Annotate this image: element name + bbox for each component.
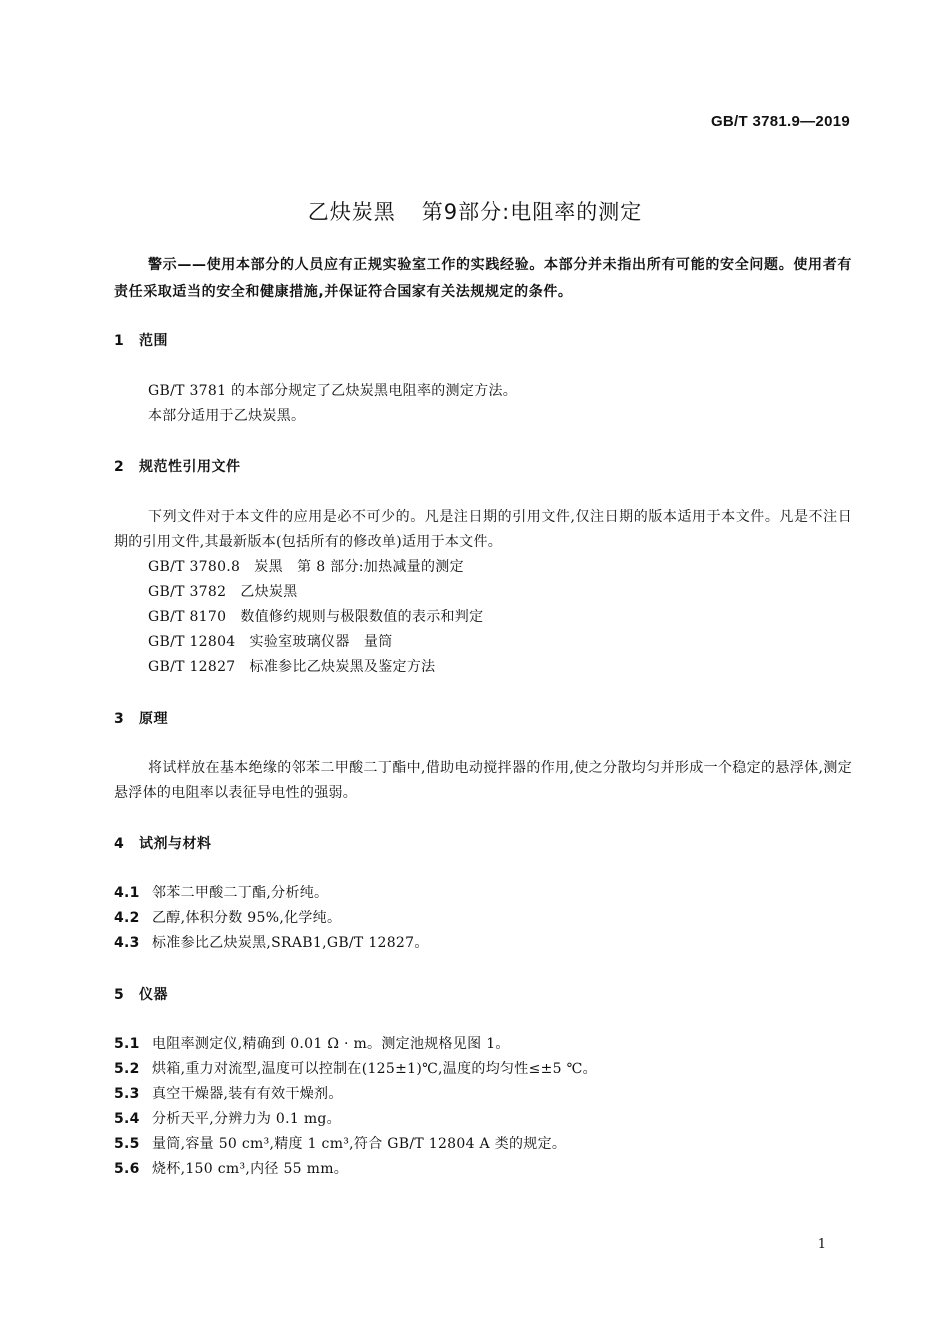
list-item bbox=[114, 1158, 348, 1178]
reference-code: GB/T 3780.8 bbox=[148, 559, 241, 575]
item-text: 烘箱,重力对流型,温度可以控制在(125±1)℃,温度的均匀性≤±5 ℃。 bbox=[152, 1061, 597, 1077]
item-text: 电阻率测定仪,精确到 0.01 Ω · m。测定池规格见图 1。 bbox=[152, 1036, 510, 1052]
reference-item bbox=[148, 581, 298, 601]
item-text: 量筒,容量 50 cm³,精度 1 cm³,符合 GB/T 12804 A 类的规定。 bbox=[152, 1136, 567, 1152]
item-number: 5.4 bbox=[114, 1111, 140, 1127]
reference-name: 炭黑 第 8 部分:加热减量的测定 bbox=[254, 559, 464, 575]
list-item bbox=[114, 1033, 510, 1053]
item-number: 4.3 bbox=[114, 935, 140, 951]
title-part2: 第9部分:电阻率的测定 bbox=[421, 200, 643, 224]
list-item bbox=[114, 932, 429, 952]
reference-code: GB/T 3782 bbox=[148, 584, 227, 600]
section-number: 4 bbox=[114, 836, 125, 852]
warning-paragraph: 警示——使用本部分的人员应有正规实验室工作的实践经验。本部分并未指出所有可能的安全问题。使用者有责任采取适当的安全和健康措施,并保证符合国家有关法规规定的条件。 bbox=[114, 257, 852, 300]
section-2-intro: 下列文件对于本文件的应用是必不可少的。凡是注日期的引用文件,仅注日期的版本适用于本文件。凡是不注日期的引用文件,其最新版本(包括所有的修改单)适用于本文件。 bbox=[114, 509, 852, 550]
reference-item bbox=[148, 656, 435, 676]
list-item bbox=[114, 1083, 343, 1103]
section-3-heading bbox=[114, 708, 168, 728]
item-number: 5.5 bbox=[114, 1136, 140, 1152]
section-3-text: 将试样放在基本绝缘的邻苯二甲酸二丁酯中,借助电动搅拌器的作用,使之分散均匀并形成一个稳定的悬浮体,测定悬浮体的电阻率以表征导电性的强弱。 bbox=[114, 760, 852, 801]
reference-item bbox=[148, 606, 483, 626]
section-1-line: 本部分适用于乙炔炭黑。 bbox=[148, 408, 306, 424]
item-number: 5.1 bbox=[114, 1036, 140, 1052]
item-number: 5.3 bbox=[114, 1086, 140, 1102]
list-item bbox=[114, 1058, 597, 1078]
page-number: 1 bbox=[817, 1237, 826, 1252]
item-text: 标准参比乙炔炭黑,SRAB1,GB/T 12827。 bbox=[152, 935, 429, 951]
section-title: 范围 bbox=[139, 333, 168, 349]
section-1-line: GB/T 3781 的本部分规定了乙炔炭黑电阻率的测定方法。 bbox=[148, 383, 518, 399]
list-item bbox=[114, 907, 341, 927]
section-2-heading bbox=[114, 456, 241, 476]
item-number: 5.2 bbox=[114, 1061, 140, 1077]
section-1-heading bbox=[114, 330, 168, 350]
item-number: 4.2 bbox=[114, 910, 140, 926]
section-number: 5 bbox=[114, 987, 125, 1003]
reference-name: 标准参比乙炔炭黑及鉴定方法 bbox=[249, 659, 436, 675]
list-item bbox=[114, 1133, 566, 1153]
reference-code: GB/T 12804 bbox=[148, 634, 236, 650]
reference-name: 数值修约规则与极限数值的表示和判定 bbox=[240, 609, 484, 625]
section-number: 1 bbox=[114, 333, 125, 349]
section-title: 试剂与材料 bbox=[139, 836, 212, 852]
standard-code: GB/T 3781.9—2019 bbox=[710, 113, 850, 130]
reference-name: 乙炔炭黑 bbox=[240, 584, 298, 600]
item-text: 真空干燥器,装有有效干燥剂。 bbox=[152, 1086, 343, 1102]
reference-item bbox=[148, 556, 464, 576]
reference-code: GB/T 12827 bbox=[148, 659, 236, 675]
reference-name: 实验室玻璃仪器 量筒 bbox=[249, 634, 393, 650]
item-text: 烧杯,150 cm³,内径 55 mm。 bbox=[152, 1161, 349, 1177]
list-item bbox=[114, 882, 328, 902]
section-title: 仪器 bbox=[139, 987, 168, 1003]
title-part1: 乙炔炭黑 bbox=[307, 200, 396, 224]
item-text: 乙醇,体积分数 95%,化学纯。 bbox=[152, 910, 342, 926]
reference-item bbox=[148, 631, 393, 651]
section-number: 3 bbox=[114, 711, 125, 727]
section-5-heading bbox=[114, 984, 168, 1004]
document-title bbox=[0, 196, 950, 226]
section-title: 原理 bbox=[139, 711, 168, 727]
item-number: 5.6 bbox=[114, 1161, 140, 1177]
section-title: 规范性引用文件 bbox=[139, 459, 241, 475]
section-number: 2 bbox=[114, 459, 125, 475]
list-item bbox=[114, 1108, 341, 1128]
item-text: 分析天平,分辨力为 0.1 mg。 bbox=[152, 1111, 341, 1127]
reference-code: GB/T 8170 bbox=[148, 609, 227, 625]
section-4-heading bbox=[114, 833, 212, 853]
item-number: 4.1 bbox=[114, 885, 140, 901]
item-text: 邻苯二甲酸二丁酯,分析纯。 bbox=[152, 885, 329, 901]
